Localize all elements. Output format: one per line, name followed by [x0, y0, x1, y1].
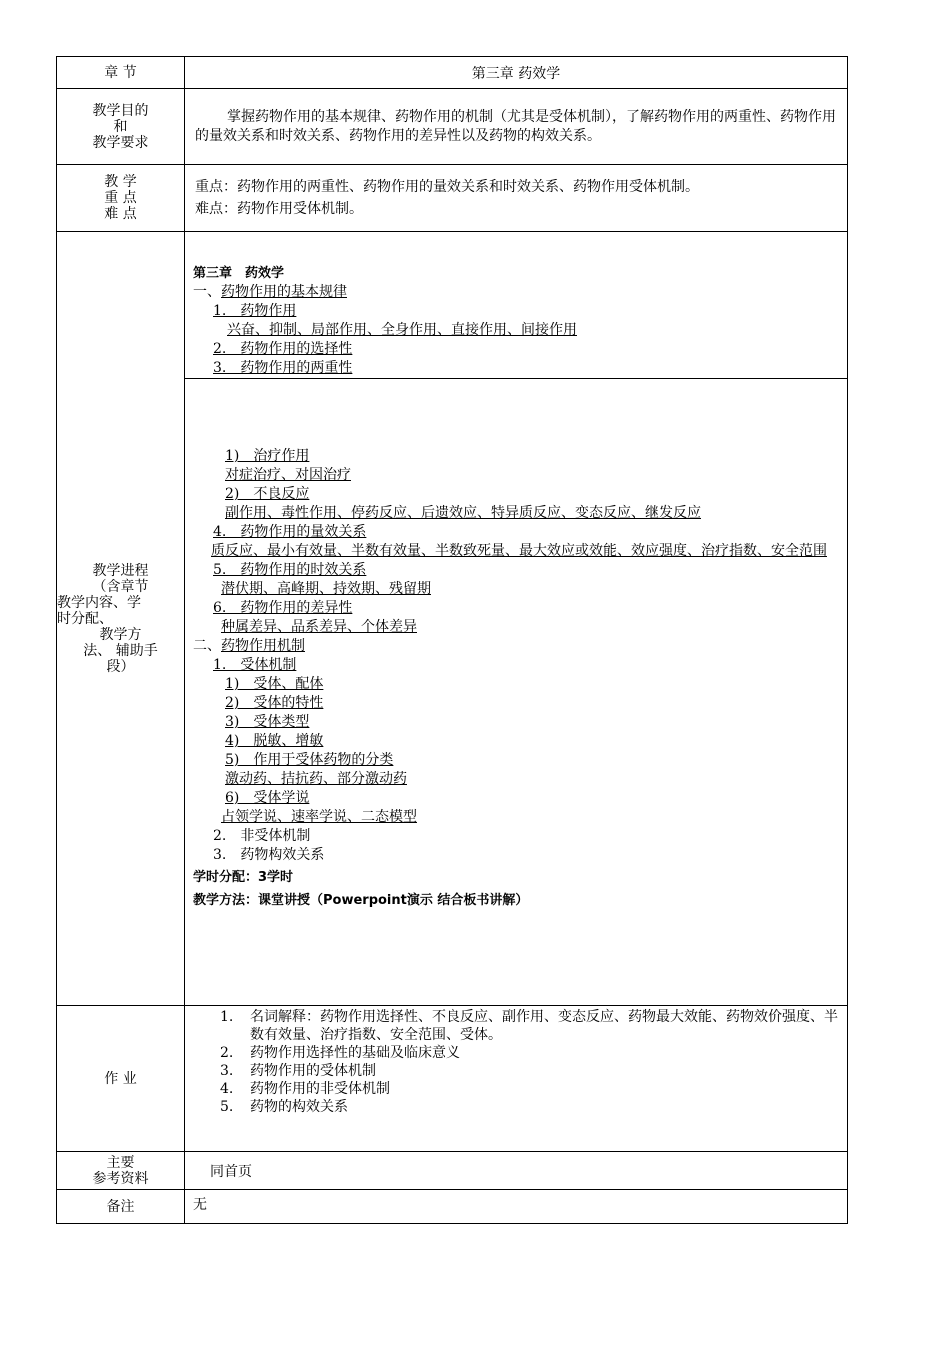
- outline-line: 2. 非受体机制: [213, 828, 311, 844]
- outline-part2: [185, 379, 848, 1006]
- label-notes: 备注: [57, 1190, 185, 1224]
- homework-text: 名词解释：药物作用选择性、不良反应、副作用、变态反应、药物最大效能、药物效价强度、半数有效量、治疗指数、安全范围、受体。: [250, 1009, 838, 1043]
- outline-line-text: 药物作用的基本规律: [221, 284, 347, 300]
- homework-num: 5.: [220, 1099, 234, 1115]
- outline-line: 5. 药物作用的时效关系: [213, 562, 367, 578]
- label-goal: [57, 89, 185, 165]
- row-goal: [57, 89, 848, 165]
- outline-line: 一、药物作用的基本规律: [193, 284, 347, 300]
- label-goal-line: 教学目的: [92, 102, 149, 119]
- homework-item: [193, 1044, 839, 1062]
- homework-text: 药物作用的非受体机制: [250, 1081, 390, 1097]
- row-notes: [57, 1190, 848, 1224]
- homework-num: 3.: [220, 1063, 234, 1079]
- label-keypoints-line: 教 学: [104, 174, 137, 190]
- label-goal-line: 教学要求: [92, 134, 149, 151]
- outline-line: 3) 受体类型: [225, 714, 310, 730]
- outline-line: 潜伏期、高峰期、持效期、残留期: [221, 581, 431, 597]
- label-progress-line: 教学内容、学: [57, 594, 141, 611]
- outline-line: 4. 药物作用的量效关系: [213, 524, 367, 540]
- label-homework: 作 业: [57, 1006, 185, 1152]
- label-progress-line: （含章节: [92, 578, 149, 595]
- outline-line: 质反应、最小有效量、半数有效量、半数致死量、最大效应或效能、效应强度、治疗指数、安全范围: [211, 543, 827, 559]
- outline-line: 1) 治疗作用: [225, 448, 310, 464]
- difficult-points-text: 难点：药物作用受体机制。: [195, 201, 363, 217]
- outline-part1: [185, 232, 848, 379]
- outline-line: 1) 受体、配体: [225, 676, 324, 692]
- label-progress-line: 段）: [106, 658, 135, 675]
- outline-line: 2) 受体的特性: [225, 695, 324, 711]
- outline-line: 1. 药物作用: [213, 303, 297, 319]
- outline-line: 2) 不良反应: [225, 486, 310, 502]
- label-references-line: 参考资料: [92, 1170, 149, 1187]
- row-chapter: [57, 57, 848, 89]
- outline-line: 3. 药物作用的两重性: [213, 360, 353, 376]
- homework-num: 2.: [220, 1045, 234, 1061]
- homework-text: 药物的构效关系: [250, 1099, 348, 1115]
- outline-line: 副作用、毒性作用、停药反应、后遗效应、特异质反应、变态反应、继发反应: [225, 505, 701, 521]
- label-progress-line: 法、 辅助手: [83, 642, 158, 659]
- teaching-method: 教学方法：课堂讲授（Powerpoint演示 结合板书讲解）: [193, 893, 529, 908]
- homework-text: 药物作用选择性的基础及临床意义: [250, 1045, 460, 1061]
- label-progress-line: 时分配、: [57, 610, 113, 627]
- outline-heading: 第三章 药效学: [193, 266, 285, 281]
- label-keypoints-line: 重 点: [104, 190, 137, 206]
- homework-item: [193, 1080, 839, 1098]
- chapter-title: 第三章 药效学: [185, 57, 848, 89]
- homework-cell: [185, 1006, 848, 1152]
- row-homework: [57, 1006, 848, 1152]
- outline-line: 二、药物作用机制: [193, 638, 305, 654]
- homework-item: [193, 1008, 839, 1044]
- goal-cell: [185, 89, 848, 165]
- outline-line: 4) 脱敏、增敏: [225, 733, 324, 749]
- outline-line: 1. 受体机制: [213, 657, 297, 673]
- syllabus-table: [56, 56, 848, 1224]
- key-points-text: 重点：药物作用的两重性、药物作用的量效关系和时效关系、药物作用受体机制。: [195, 179, 699, 195]
- homework-num: 4.: [220, 1081, 234, 1097]
- label-keypoints-line: 难 点: [104, 206, 137, 222]
- label-chapter: 章 节: [57, 57, 185, 89]
- label-references: [57, 1152, 185, 1190]
- outline-line: 对症治疗、对因治疗: [225, 467, 351, 483]
- outline-line: 占领学说、速率学说、二态模型: [221, 809, 417, 825]
- homework-list: [193, 1008, 839, 1116]
- outline-line-text: 药物作用机制: [221, 638, 305, 654]
- outline-line: 兴奋、抑制、局部作用、全身作用、直接作用、间接作用: [227, 322, 577, 338]
- outline-line: 6) 受体学说: [225, 790, 310, 806]
- homework-item: [193, 1098, 839, 1116]
- row-keypoints: [57, 165, 848, 232]
- keypoints-cell: [185, 165, 848, 232]
- label-progress-line: 教学进程: [92, 562, 149, 579]
- homework-text: 药物作用的受体机制: [250, 1063, 376, 1079]
- label-references-line: 主要: [106, 1154, 135, 1171]
- references-text: 同首页: [185, 1152, 848, 1190]
- row-outline-part1: [57, 232, 848, 379]
- row-references: [57, 1152, 848, 1190]
- label-keypoints: [57, 165, 185, 232]
- outline-line: 5) 作用于受体药物的分类: [225, 752, 394, 768]
- label-progress: [57, 232, 185, 1006]
- goal-text: 掌握药物作用的基本规律、药物作用的机制（尤其是受体机制），了解药物作用的两重性、药物作用的量效关系和时效关系、药物作用的差异性以及药物的构效关系。: [195, 108, 836, 144]
- homework-num: 1.: [220, 1009, 234, 1025]
- homework-item: [193, 1062, 839, 1080]
- notes-text: 无: [185, 1190, 848, 1224]
- label-progress-line: 教学方: [99, 626, 142, 643]
- outline-line: 种属差异、品系差异、个体差异: [221, 619, 417, 635]
- outline-line: 6. 药物作用的差异性: [213, 600, 353, 616]
- outline-line: 2. 药物作用的选择性: [213, 341, 353, 357]
- outline-line: 激动药、拮抗药、部分激动药: [225, 771, 407, 787]
- hours-allocation: 学时分配：3学时: [193, 870, 294, 885]
- label-goal-line: 和: [113, 118, 128, 135]
- outline-line: 3. 药物构效关系: [213, 847, 325, 863]
